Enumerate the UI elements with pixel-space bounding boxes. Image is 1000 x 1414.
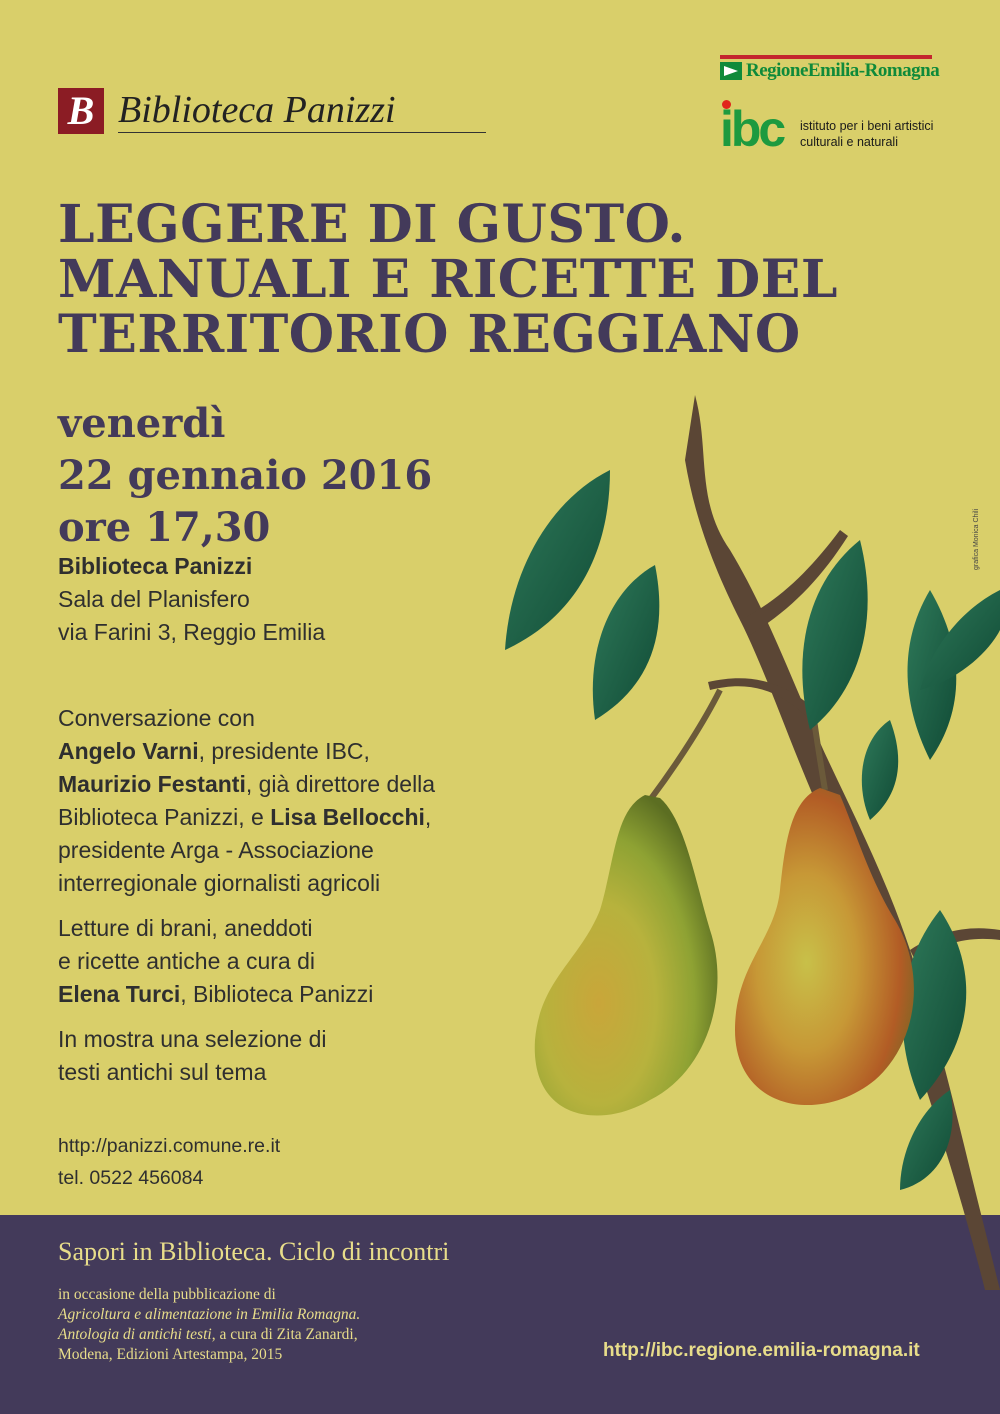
event-title: [58, 194, 838, 365]
event-description: [58, 702, 528, 1101]
venue-room: Sala del Planisfero: [58, 586, 250, 612]
readings-paragraph: Letture di brani, aneddoti e ricette antiche a cura di Elena Turci, Biblioteca Panizzi: [58, 915, 374, 1007]
speaker-name: Maurizio Festanti: [58, 771, 246, 797]
event-time: ore 17,30: [58, 504, 271, 551]
speaker-name: Angelo Varni: [58, 738, 199, 764]
ibc-wordmark: ibc: [720, 101, 784, 157]
book-subtitle: Antologia di antichi testi: [58, 1326, 212, 1343]
ibc-url[interactable]: http://ibc.regione.emilia-romagna.it: [603, 1340, 920, 1361]
event-datetime: [58, 398, 432, 554]
event-day: venerdì: [58, 400, 226, 447]
pear-branch-illustration: [480, 390, 1000, 1290]
logo-name: Biblioteca Panizzi: [118, 89, 396, 131]
flag-icon: [720, 62, 742, 80]
library-phone: tel. 0522 456084: [58, 1167, 204, 1189]
ibc-description: istituto per i beni artistici culturali e naturali: [800, 119, 934, 149]
exhibit-paragraph: In mostra una selezione di testi antichi sul tema: [58, 1026, 327, 1085]
title-line-1: LEGGERE DI GUSTO.: [58, 194, 686, 255]
series-title: Sapori in Biblioteca. Ciclo di incontri: [58, 1237, 450, 1266]
title-line-3: TERRITORIO REGGIANO: [58, 304, 801, 365]
logo-underline: [118, 132, 486, 133]
publication-note: in occasione della pubblicazione di Agricoltura e alimentazione in Emilia Romagna. Antologia di antichi testi, a cura di Zita Zanardi, Modena, Edizioni Artestampa, 2015: [58, 1286, 361, 1363]
biblioteca-panizzi-logo: [58, 88, 438, 136]
speaker-name: Lisa Bellocchi: [270, 804, 425, 830]
book-title: Agricoltura e alimentazione in Emilia Romagna.: [58, 1306, 361, 1323]
venue-address: via Farini 3, Reggio Emilia: [58, 619, 326, 645]
ibc-logo: [720, 96, 940, 156]
title-line-2: MANUALI E RICETTE DEL: [58, 249, 838, 310]
venue-name: Biblioteca Panizzi: [58, 553, 253, 579]
event-venue: [58, 550, 325, 649]
logo-mark: B: [58, 88, 104, 134]
graphic-credit: grafica Monica Chili: [973, 508, 980, 570]
curator-name: Elena Turci: [58, 981, 181, 1007]
speakers-paragraph: Conversazione con Angelo Varni, presidente IBC, Maurizio Festanti, già direttore della Biblioteca Panizzi, e Lisa Bellocchi, presidente Arga - Associazione interregionale giornalisti agricoli: [58, 705, 436, 896]
regione-name: RegioneEmilia-Romagna: [746, 60, 940, 81]
regione-emilia-romagna-logo: [720, 55, 940, 85]
library-url[interactable]: http://panizzi.comune.re.it: [58, 1135, 281, 1157]
contact-info: [58, 1130, 280, 1194]
logo-red-bar: [720, 55, 932, 59]
event-date: 22 gennaio 2016: [58, 452, 433, 499]
